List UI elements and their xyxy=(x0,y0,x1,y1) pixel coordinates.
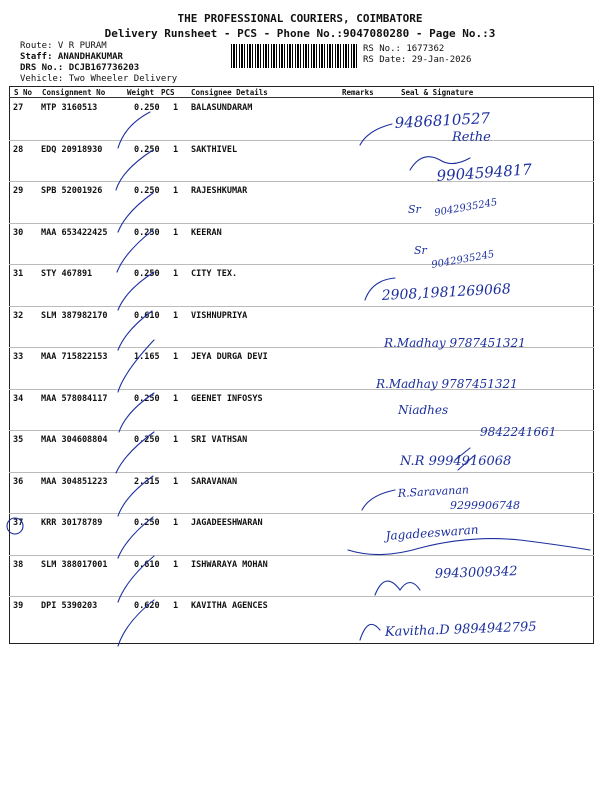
row-pcs: 1 xyxy=(173,435,179,445)
row-pcs: 1 xyxy=(173,477,179,487)
handwriting-35: N.R 9994916068 xyxy=(400,454,512,469)
row-pcs: 1 xyxy=(173,228,179,238)
row-weight: 0.250 xyxy=(134,228,160,238)
handwriting-28: 9904594817 xyxy=(436,160,533,185)
tick-mark xyxy=(118,476,153,516)
row-pcs: 1 xyxy=(173,601,179,611)
tick-mark xyxy=(118,272,154,310)
row-sno: 31 xyxy=(13,269,24,279)
row-pcs: 1 xyxy=(173,186,179,196)
row-sno: 30 xyxy=(13,228,24,238)
row-pcs: 1 xyxy=(173,518,179,528)
row-consignee: KEERAN xyxy=(191,228,222,238)
column-weight: Weight xyxy=(127,88,155,97)
circle-mark xyxy=(7,518,23,534)
handwriting-32: R.Madhay 9787451321 xyxy=(384,336,526,350)
rs-date: RS Date: 29-Jan-2026 xyxy=(363,55,472,65)
signature-stroke xyxy=(348,539,590,555)
column-pcs: PCS xyxy=(161,88,175,97)
signature-stroke xyxy=(375,581,420,595)
signature-stroke xyxy=(360,624,380,640)
row-consignment-no: MAA 578084117 xyxy=(41,394,108,404)
handwriting-30a: Sr xyxy=(414,244,427,257)
row-weight: 0.250 xyxy=(134,435,160,445)
handwriting-27b: Rethe xyxy=(452,130,491,145)
row-weight: 0.250 xyxy=(134,186,160,196)
tick-mark xyxy=(117,230,153,272)
route-text: Route: V R PURAM xyxy=(20,41,107,51)
row-consignee: JEYA DURGA DEVI xyxy=(191,352,268,362)
row-consignee: SARAVANAN xyxy=(191,477,238,487)
row-sno: 34 xyxy=(13,394,24,404)
row-consignment-no: EDQ 20918930 xyxy=(41,145,103,155)
row-weight: 0.250 xyxy=(134,103,160,113)
row-consignee: JAGADEESHWARAN xyxy=(191,518,263,528)
signature-stroke xyxy=(360,124,392,145)
row-pcs: 1 xyxy=(173,269,179,279)
row-pcs: 1 xyxy=(173,394,179,404)
handwriting-29a: Sr xyxy=(408,203,421,216)
handwriting-37: Jagadeeswaran xyxy=(385,522,479,543)
row-consignee: CITY TEX. xyxy=(191,269,238,279)
row-consignment-no: MAA 304851223 xyxy=(41,477,108,487)
tick-mark xyxy=(118,556,154,602)
handwriting-36b: 9299906748 xyxy=(450,499,520,512)
row-sno: 35 xyxy=(13,435,24,445)
handwriting-33: R.Madhay 9787451321 xyxy=(376,377,518,391)
rs-number: RS No.: 1677362 xyxy=(363,44,445,54)
row-sno: 36 xyxy=(13,477,24,487)
row-pcs: 1 xyxy=(173,145,179,155)
row-weight: 2.315 xyxy=(134,477,160,487)
row-consignment-no: KRR 30178789 xyxy=(41,518,103,528)
handwriting-30b: 9042935245 xyxy=(430,249,496,271)
row-consignment-no: MAA 653422425 xyxy=(41,228,108,238)
row-consignee: BALASUNDARAM xyxy=(191,103,253,113)
column-sno: S No xyxy=(14,88,33,97)
column-seal-signature: Seal & Signature xyxy=(401,88,474,97)
signature-stroke xyxy=(362,490,395,510)
tick-mark xyxy=(116,432,154,473)
row-sno: 27 xyxy=(13,103,24,113)
handwriting-27a: 9486810527 xyxy=(394,109,491,132)
handwriting-29b: 9042935245 xyxy=(433,197,499,219)
tick-mark xyxy=(118,193,153,232)
row-consignment-no: SLM 387982170 xyxy=(41,311,108,321)
row-sno: 29 xyxy=(13,186,24,196)
handwriting-31: 2908,1981269068 xyxy=(381,281,512,304)
row-consignee: KAVITHA AGENCES xyxy=(191,601,268,611)
handwriting-39: Kavitha.D 9894942795 xyxy=(384,619,537,640)
row-weight: 0.610 xyxy=(134,311,160,321)
tick-mark xyxy=(118,600,154,646)
row-consignment-no: DPI 5390203 xyxy=(41,601,98,611)
row-weight: 1.165 xyxy=(134,352,160,362)
row-consignment-no: SPB 52001926 xyxy=(41,186,103,196)
handwriting-34b: 9842241661 xyxy=(480,425,557,439)
row-weight: 0.610 xyxy=(134,560,160,570)
row-consignee: RAJESHKUMAR xyxy=(191,186,248,196)
staff-text: Staff: ANANDHAKUMAR xyxy=(20,52,123,62)
row-consignee: SRI VATHSAN xyxy=(191,435,248,445)
row-pcs: 1 xyxy=(173,103,179,113)
row-weight: 0.250 xyxy=(134,518,160,528)
row-consignment-no: MTP 3160513 xyxy=(41,103,98,113)
tick-mark xyxy=(118,112,150,148)
tick-mark xyxy=(119,393,154,432)
row-consignment-no: MAA 304608804 xyxy=(41,435,108,445)
row-consignment-no: MAA 715822153 xyxy=(41,352,108,362)
row-sno: 28 xyxy=(13,145,24,155)
tick-mark xyxy=(118,311,152,350)
row-sno: 37 xyxy=(13,518,24,528)
row-consignee: ISHWARAYA MOHAN xyxy=(191,560,268,570)
row-sno: 33 xyxy=(13,352,24,362)
column-consignee: Consignee Details xyxy=(191,88,268,97)
row-consignment-no: SLM 388017001 xyxy=(41,560,108,570)
row-pcs: 1 xyxy=(173,311,179,321)
runsheet-subtitle: Delivery Runsheet - PCS - Phone No.:9047080280 - Page No.:3 xyxy=(104,27,496,40)
tick-mark xyxy=(118,517,153,558)
row-consignee: VISHNUPRIYA xyxy=(191,311,248,321)
row-consignee: GEENET INFOSYS xyxy=(191,394,263,404)
row-sno: 39 xyxy=(13,601,24,611)
row-weight: 0.250 xyxy=(134,269,160,279)
row-sno: 32 xyxy=(13,311,24,321)
row-weight: 0.250 xyxy=(134,145,160,155)
tick-mark xyxy=(116,150,153,190)
row-pcs: 1 xyxy=(173,560,179,570)
company-title: THE PROFESSIONAL COURIERS, COIMBATORE xyxy=(177,12,423,25)
handwriting-34a: Niadhes xyxy=(398,403,449,417)
row-pcs: 1 xyxy=(173,352,179,362)
row-weight: 0.620 xyxy=(134,601,160,611)
row-sno: 38 xyxy=(13,560,24,570)
vehicle-text: Vehicle: Two Wheeler Delivery xyxy=(20,74,178,84)
row-consignment-no: STY 467891 xyxy=(41,269,93,279)
column-consignment: Consignment No xyxy=(42,88,106,97)
row-weight: 0.250 xyxy=(134,394,160,404)
row-consignee: SAKTHIVEL xyxy=(191,145,238,155)
handwriting-36a: R.Saravanan xyxy=(397,483,470,500)
handwriting-38: 9943009342 xyxy=(434,564,518,582)
tick-mark xyxy=(118,340,154,392)
column-remarks: Remarks xyxy=(342,88,374,97)
drs-number: DRS No.: DCJB167736203 xyxy=(20,63,140,73)
